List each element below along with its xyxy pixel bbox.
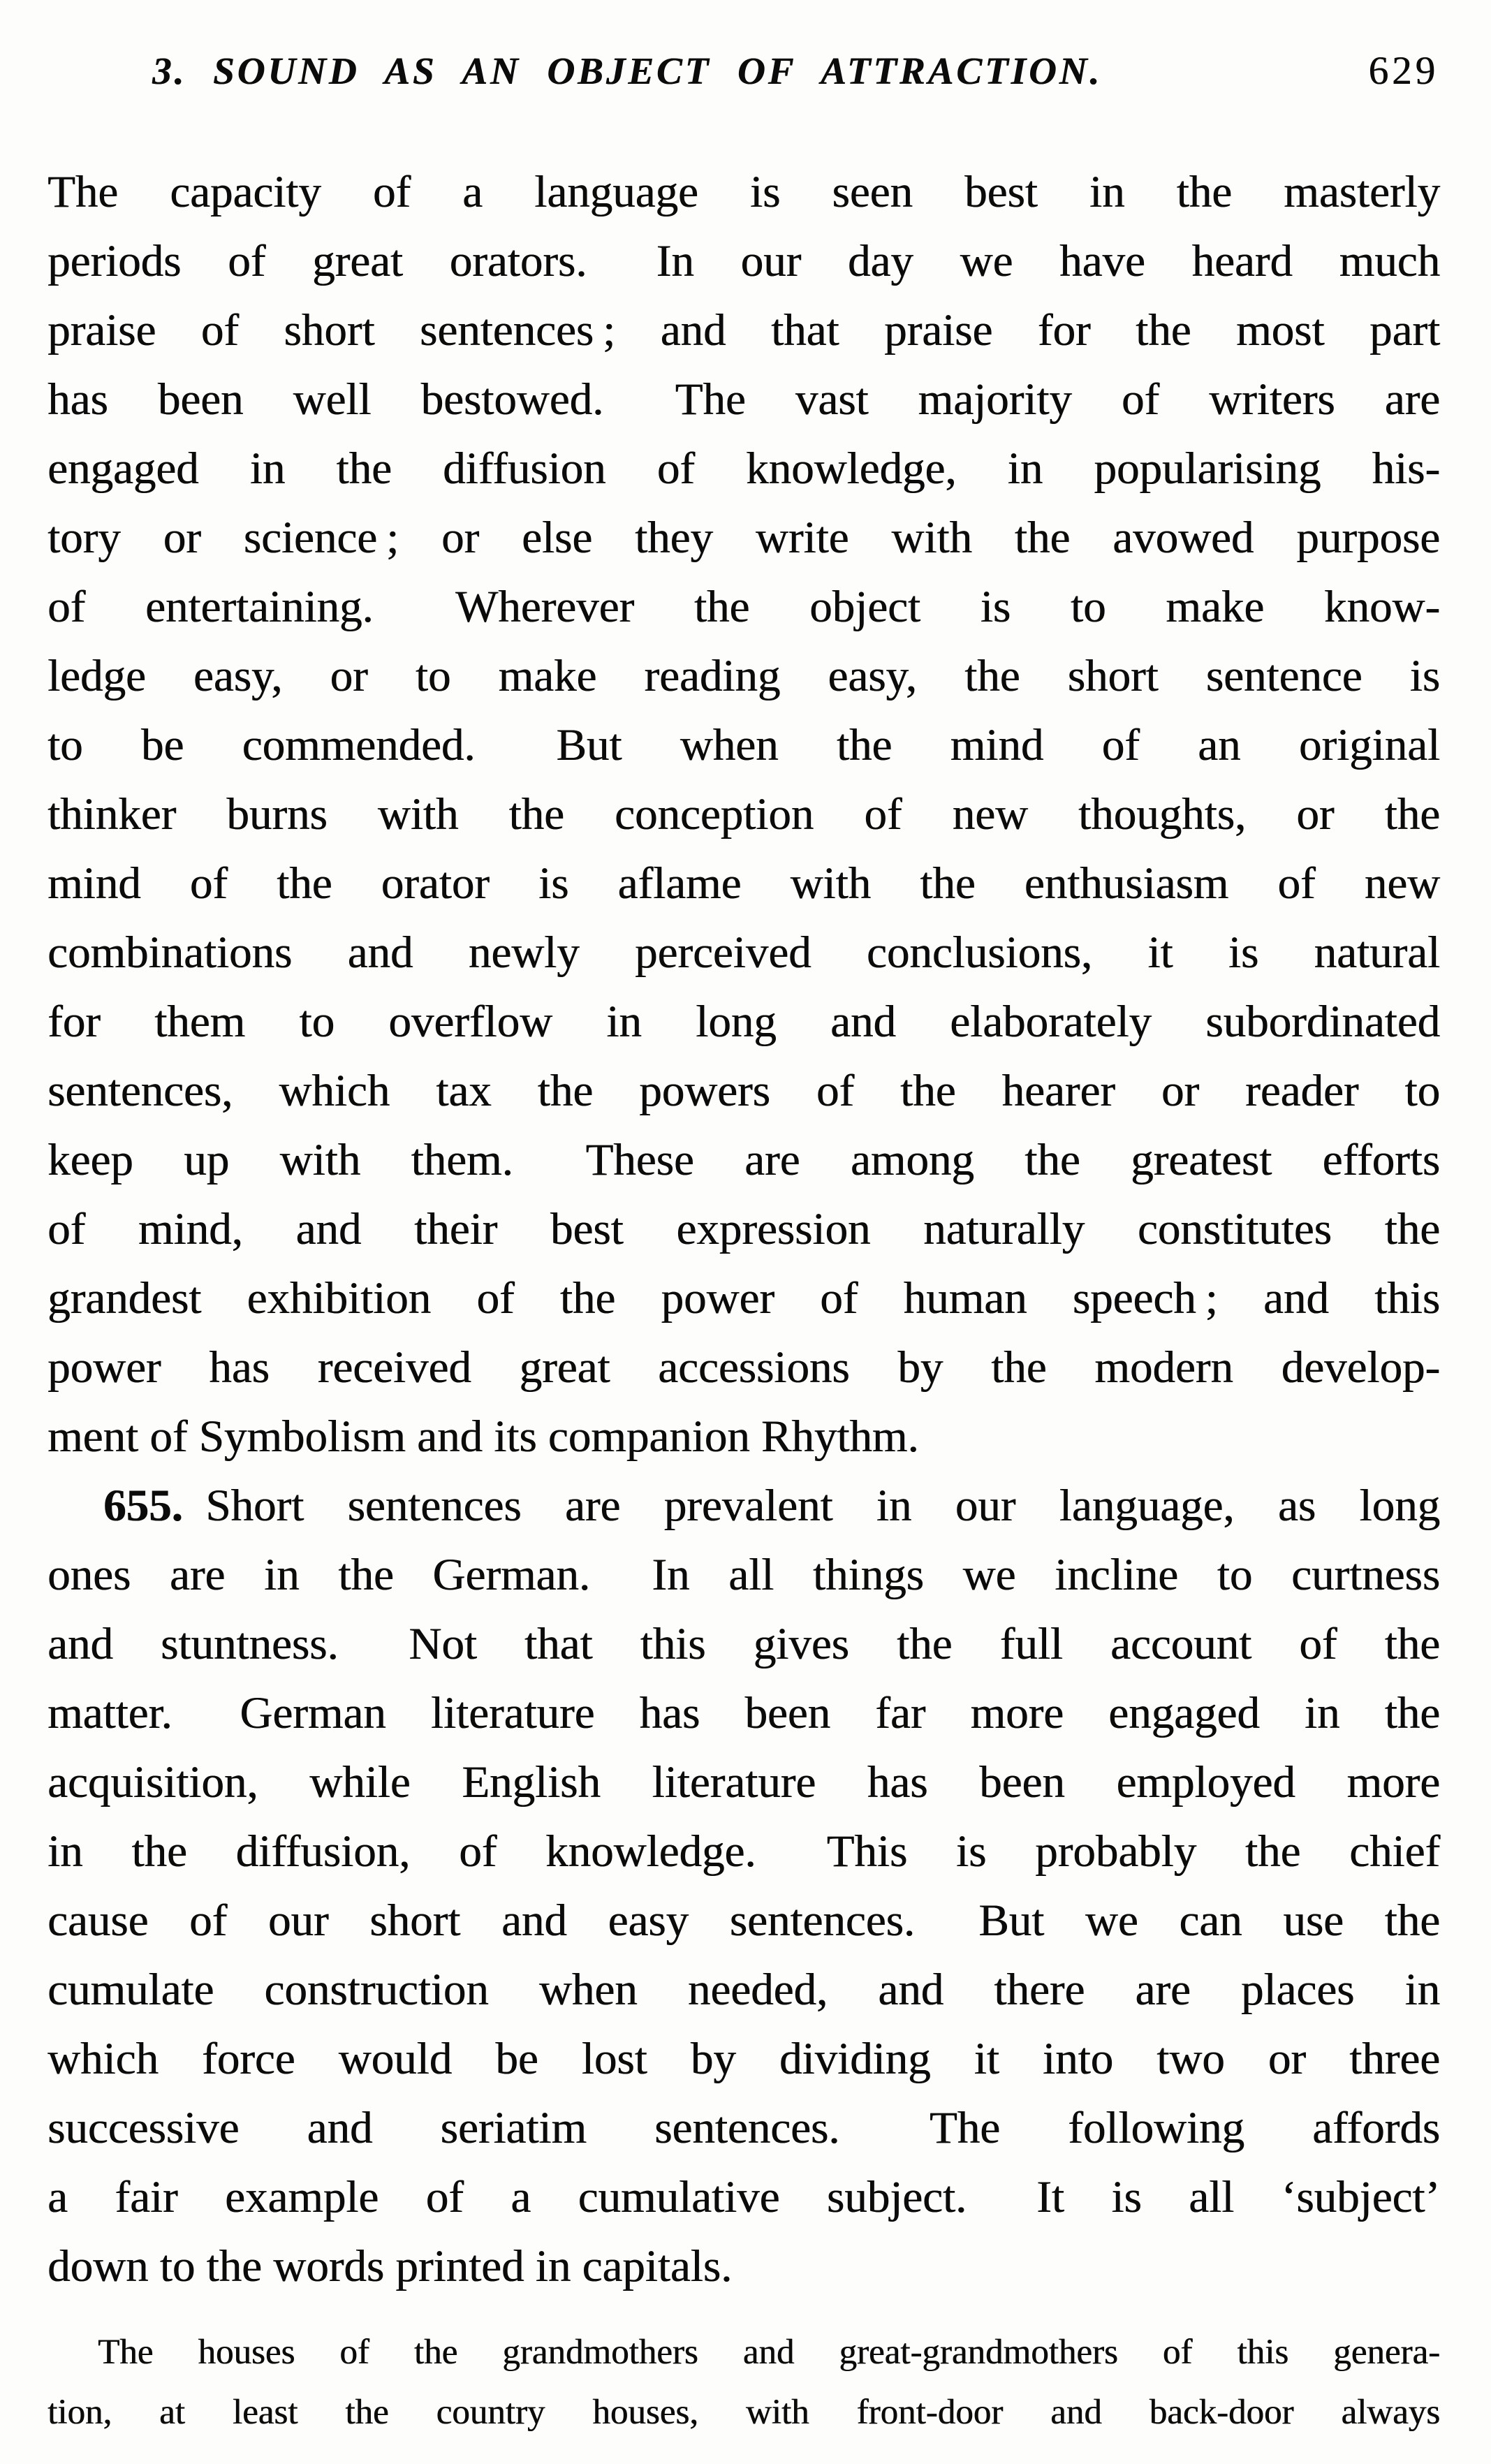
- line-text: sentences, which tax the powers of the hearer or reader to: [47, 1066, 1440, 1116]
- text-line: [47, 2163, 1440, 2232]
- line-text: has been well bestowed. The vast majority of writers are: [47, 374, 1440, 425]
- text-line: [47, 2232, 1440, 2301]
- line-text: periods of great orators. In our day we have heard much: [47, 236, 1440, 286]
- line-text: The houses of the grandmothers and great-grandmothers of this genera-: [98, 2333, 1440, 2372]
- line-text: of mind, and their best expression naturally constitutes the: [47, 1204, 1440, 1254]
- line-text: ment of Symbolism and its companion Rhythm.: [47, 1411, 919, 1462]
- text-line: [47, 296, 1440, 365]
- text-line: [47, 988, 1440, 1057]
- text-line: [47, 2094, 1440, 2163]
- line-text: matter. German literature has been far more engaged in the: [47, 1688, 1440, 1738]
- text-line: [47, 434, 1440, 504]
- text-line: [47, 1195, 1440, 1264]
- text-line: [47, 1472, 1440, 1541]
- text-line: [47, 1817, 1440, 1886]
- text-line: [47, 1541, 1440, 1610]
- text-line: [47, 1956, 1440, 2025]
- line-text: ones are in the German. In all things we incline to curtness: [47, 1550, 1440, 1600]
- text-line: [47, 780, 1440, 849]
- text-line: [47, 1057, 1440, 1126]
- line-text: thinker burns with the conception of new thoughts, or the: [47, 789, 1440, 839]
- line-text: in the diffusion, of knowledge. This is probably the chief: [47, 1826, 1440, 1877]
- text-line: [47, 2025, 1440, 2094]
- line-text: down to the words printed in capitals.: [47, 2241, 733, 2291]
- line-text: tory or science ; or else they write with the avowed purpose: [47, 513, 1440, 563]
- line-text: which force would be lost by dividing it into two or three: [47, 2034, 1440, 2084]
- line-text: cause of our short and easy sentences. But we can use the: [47, 1895, 1440, 1946]
- line-text: a fair example of a cumulative subject. It is all ‘subject’: [47, 2172, 1440, 2222]
- line-text: combinations and newly perceived conclusions, it is natural: [47, 927, 1440, 978]
- text-line: [47, 642, 1440, 711]
- running-header: [47, 46, 1440, 96]
- chapter-heading: 3. SOUND AS AN OBJECT OF ATTRACTION.: [152, 50, 1103, 92]
- text-line: [47, 227, 1440, 296]
- line-text: grandest exhibition of the power of human speech ; and this: [47, 1273, 1440, 1323]
- text-line: [47, 849, 1440, 918]
- text-line: [47, 365, 1440, 434]
- line-text: successive and seriatim sentences. The following affords: [47, 2103, 1440, 2153]
- line-text: to be commended. But when the mind of an original: [47, 720, 1440, 770]
- text-line: [47, 1679, 1440, 1748]
- line-text: ledge easy, or to make reading easy, the short sentence is: [47, 651, 1440, 701]
- text-line: [47, 1126, 1440, 1195]
- line-text: and stuntness. Not that this gives the full account of the: [47, 1619, 1440, 1669]
- excerpt-line: [47, 2382, 1440, 2442]
- text-line: [47, 918, 1440, 988]
- text-line: [47, 1264, 1440, 1333]
- line-text: acquisition, while English literature has been employed more: [47, 1757, 1440, 1807]
- line-text: for them to overflow in long and elaborately subordinated: [47, 997, 1440, 1047]
- line-text: engaged in the diffusion of knowledge, in popularising his-: [47, 443, 1440, 494]
- line-text: Short sentences are prevalent in our language, as long: [205, 1481, 1440, 1531]
- text-line: [47, 1333, 1440, 1402]
- text-line: [47, 1610, 1440, 1679]
- excerpt-line: [47, 2322, 1440, 2382]
- line-text: keep up with them. These are among the greatest efforts: [47, 1135, 1440, 1185]
- body-text: [47, 158, 1440, 2442]
- line-text: mind of the orator is aflame with the enthusiasm of new: [47, 858, 1440, 909]
- text-line: [47, 504, 1440, 573]
- line-text: power has received great accessions by the modern develop-: [47, 1342, 1440, 1393]
- line-text: cumulate construction when needed, and there are places in: [47, 1965, 1440, 2015]
- text-line: [47, 1886, 1440, 1956]
- text-line: [47, 573, 1440, 642]
- text-line: [47, 711, 1440, 780]
- text-line: [47, 1402, 1440, 1472]
- line-text: tion, at least the country houses, with front-door and back-door always: [47, 2393, 1440, 2432]
- line-text: praise of short sentences ; and that praise for the most part: [47, 305, 1440, 355]
- line-text: of entertaining. Wherever the object is to make know-: [47, 582, 1440, 632]
- text-line: [47, 1748, 1440, 1817]
- line-text: The capacity of a language is seen best in the masterly: [47, 167, 1440, 217]
- text-line: [47, 158, 1440, 227]
- page-number: 629: [1368, 49, 1439, 93]
- paragraph-number: 655.: [103, 1481, 183, 1531]
